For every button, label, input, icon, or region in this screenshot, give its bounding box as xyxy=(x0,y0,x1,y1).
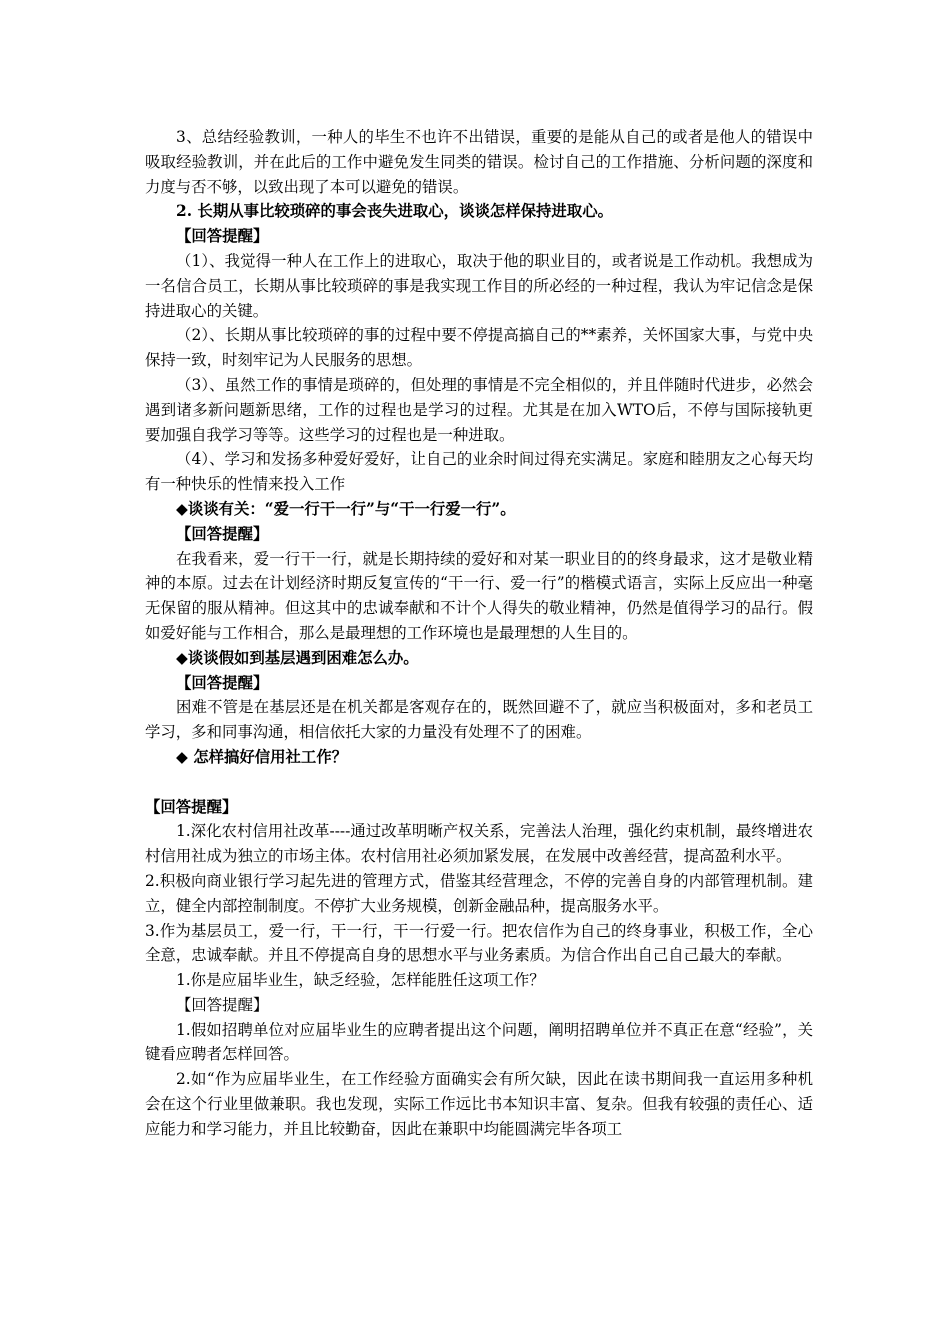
answer-hint-label: 【回答提醒】 xyxy=(145,797,238,816)
paragraph-point-3: （3）、虽然工作的事情是琐碎的，但处理的事情是不完全相似的，并且伴随时代进步，必然会遇到诸多新问题新思绪，工作的过程也是学习的过程。尤其是在加入WTO后，不停与国际接轨更要加强自我学习等等。这些学习的过程也是一种进取。 xyxy=(145,375,813,444)
paragraph-graduate-2: 2.如“作为应届毕业生，在工作经验方面确实会有所欠缺，因此在读书期间我一直运用多种机会在这个行业里做兼职。我也发现，实际工作远比书本知识丰富、复杂。但我有较强的责任心、适应能力和学习能力，并且比较勤奋，因此在兼职中均能圆满完毕各项工 xyxy=(145,1070,813,1138)
question-heading-2: 2. 长期从事比较琐碎的事会丧失进取心，谈谈怎样保持进取心。 xyxy=(176,202,613,221)
question-graduate-experience: 1.你是应届毕业生，缺乏经验，怎样能胜任这项工作？ xyxy=(176,971,545,990)
paragraph-point-4: （4）、学习和发扬多种爱好爱好，让自己的业余时间过得充实满足。家庭和睦朋友之心每天均有一种快乐的性情来投入工作 xyxy=(145,450,813,494)
paragraph-reform: 1.深化农村信用社改革----通过改革明晰产权关系，完善法人治理，强化约束机制，最终增进农村信用社成为独立的市场主体。农村信用社必须加紧发展，在发展中改善经营，提高盈利水平。 xyxy=(145,822,813,866)
paragraph-grassroots-staff: 3.作为基层员工，爱一行，干一行，干一行爱一行。把农信作为自己的终身事业，积极工作，全心全意，忠诚奉献。并且不停提高自身的思想水平与业务素质。为信合作出自己自己最大的奉献。 xyxy=(145,921,813,965)
answer-hint-label: 【回答提醒】 xyxy=(176,227,269,246)
question-heading-credit-union: ◆ 怎样搞好信用社工作？ xyxy=(176,747,348,766)
question-heading-difficulty: ◆谈谈假如到基层遇到困难怎么办。 xyxy=(176,648,419,667)
answer-hint-label: 【回答提醒】 xyxy=(176,995,269,1014)
paragraph-point-2: （2）、长期从事比较琐碎的事的过程中要不停提高搞自己的**素养，关怀国家大事，与党中央保持一致，时刻牢记为人民服务的思想。 xyxy=(145,326,813,370)
answer-hint-label: 【回答提醒】 xyxy=(176,524,269,543)
answer-hint-label: 【回答提醒】 xyxy=(176,673,269,692)
paragraph-graduate-1: 1.假如招聘单位对应届毕业生的应聘者提出这个问题，阐明招聘单位并不真正在意“经验”，关键看应聘者怎样回答。 xyxy=(145,1020,813,1064)
document-body xyxy=(145,125,813,1142)
paragraph-difficulty-answer: 困难不管是在基层还是在机关都是客观存在的，既然回避不了，就应当积极面对，多和老员工学习，多和同事沟通，相信依托大家的力量没有处理不了的困难。 xyxy=(145,698,813,742)
paragraph-love-work-answer: 在我看来，爱一行干一行，就是长期持续的爱好和对某一职业目的的终身最求，这才是敬业精神的本原。过去在计划经济时期反复宣传的“干一行、爱一行”的楷模式语言，实际上反应出一种毫无保留的服从精神。但这其中的忠诚奉献和不计个人得失的敬业精神，仍然是值得学习的品行。假如爱好能与工作相合，那么是最理想的工作环境也是最理想的人生目的。 xyxy=(145,549,813,642)
paragraph-point-1: （1）、我觉得一种人在工作上的进取心，取决于他的职业目的，或者说是工作动机。我想成为一名信合员工，长期从事比较琐碎的事是我实现工作目的所必经的一种过程，我认为牢记信念是保持进取心的关键。 xyxy=(145,251,813,320)
paragraph-lessons: 3、总结经验教训，一种人的毕生不也许不出错误，重要的是能从自己的或者是他人的错误中吸取经验教训，并在此后的工作中避免发生同类的错误。检讨自己的工作措施、分析问题的深度和力度与否不够，以致出现了本可以避免的错误。 xyxy=(145,128,813,196)
question-heading-love-work: ◆谈谈有关：“爱一行干一行”与“干一行爱一行”。 xyxy=(176,499,516,518)
paragraph-learn-banks: 2.积极向商业银行学习起先进的管理方式，借鉴其经营理念，不停的完善自身的内部管理机制。建立，健全内部控制制度。不停扩大业务规模，创新金融品种，提高服务水平。 xyxy=(145,871,813,915)
blank-line xyxy=(145,770,813,795)
